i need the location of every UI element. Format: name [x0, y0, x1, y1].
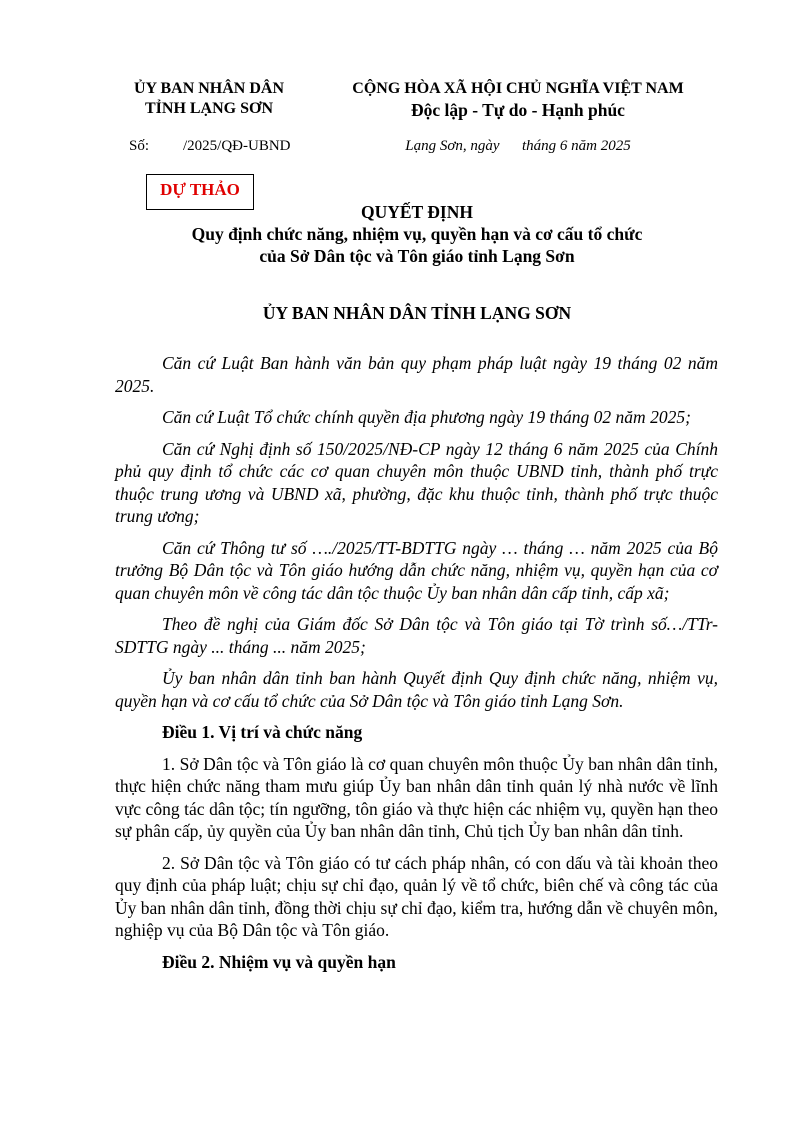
document-subject-line2: của Sở Dân tộc và Tôn giáo tỉnh Lạng Sơn: [259, 246, 575, 266]
document-number: [129, 137, 291, 155]
national-title: CỘNG HÒA XÃ HỘI CHỦ NGHĨA VIỆT NAM: [352, 80, 684, 97]
issuing-authority: [112, 79, 306, 119]
national-motto: [318, 79, 718, 121]
preamble-paragraph: Căn cứ Thông tư số …./2025/TT-BDTTG ngày … tháng … năm 2025 của Bộ trưởng Bộ Dân tộc và Tôn giáo hướng dẫn chức năng, nhiệm vụ, quyền hạn của cơ quan chuyên môn về công tác dân tộc thuộc Ủy ban nhân dân cấp tỉnh, cấp xã;: [115, 537, 718, 603]
article-1-clause: 2. Sở Dân tộc và Tôn giáo có tư cách pháp nhân, có con dấu và tài khoản theo quy định của pháp luật; chịu sự chỉ đạo, quản lý về tổ chức, biên chế và công tác của Ủy ban nhân dân tỉnh, đồng thời chịu sự chỉ đạo, kiểm tra, hướng dẫn về chuyên môn, nghiệp vụ của Bộ Dân tộc và Tôn giáo.: [115, 852, 718, 940]
article-1-clause: 1. Sở Dân tộc và Tôn giáo là cơ quan chuyên môn thuộc Ủy ban nhân dân tỉnh, thực hiện chức năng tham mưu giúp Ủy ban nhân dân tỉnh quản lý nhà nước về lĩnh vực công tác dân tộc; tín ngưỡng, tôn giáo và thực hiện các nhiệm vụ, quyền hạn theo sự phân cấp, ủy quyền của Ủy ban nhân dân tỉnh, Chủ tịch Ủy ban nhân dân tỉnh.: [115, 753, 718, 841]
document-date: Lạng Sơn, ngày tháng 6 năm 2025: [405, 138, 631, 154]
preamble-paragraph: Theo đề nghị của Giám đốc Sở Dân tộc và Tôn giáo tại Tờ trình số…/TTr-SDTTG ngày ... tháng ... năm 2025;: [115, 614, 718, 657]
document-type: QUYẾT ĐỊNH: [361, 202, 473, 222]
article-1-heading: Điều 1. Vị trí và chức năng: [162, 722, 363, 742]
document-title: [90, 201, 744, 267]
enacting-authority: ỦY BAN NHÂN DÂN TỈNH LẠNG SƠN: [262, 303, 572, 323]
draft-stamp: DỰ THẢO: [146, 174, 254, 210]
article-2-heading: Điều 2. Nhiệm vụ và quyền hạn: [162, 951, 396, 972]
document-number-label: Số:: [129, 138, 150, 154]
preamble-paragraph: Ủy ban nhân dân tỉnh ban hành Quyết định Quy định chức năng, nhiệm vụ, quyền hạn và cơ cấu tổ chức của Sở Dân tộc và Tôn giáo tỉnh Lạng Sơn.: [115, 668, 718, 711]
issuing-authority-line1: ỦY BAN NHÂN DÂN: [133, 80, 285, 97]
preamble-paragraph: Căn cứ Nghị định số 150/2025/NĐ-CP ngày 12 tháng 6 năm 2025 của Chính phủ quy định tổ chức các cơ quan chuyên môn thuộc UBND tỉnh, thành phố trực thuộc trung ương và UBND xã, phường, đặc khu thuộc tỉnh, thành phố trực thuộc trung ương;: [115, 438, 718, 526]
document-number-value: /2025/QĐ-UBND: [183, 138, 291, 154]
motto: Độc lập - Tự do - Hạnh phúc: [411, 100, 625, 120]
preamble-paragraph: Căn cứ Luật Tổ chức chính quyền địa phương ngày 19 tháng 02 năm 2025;: [162, 407, 691, 427]
issuing-authority-line2: TỈNH LẠNG SƠN: [144, 100, 274, 117]
document-body: [115, 352, 718, 982]
document-subject-line1: Quy định chức năng, nhiệm vụ, quyền hạn và cơ cấu tổ chức: [191, 224, 643, 244]
preamble-paragraph: Căn cứ Luật Ban hành văn bản quy phạm pháp luật ngày 19 tháng 02 năm 2025.: [115, 353, 718, 396]
